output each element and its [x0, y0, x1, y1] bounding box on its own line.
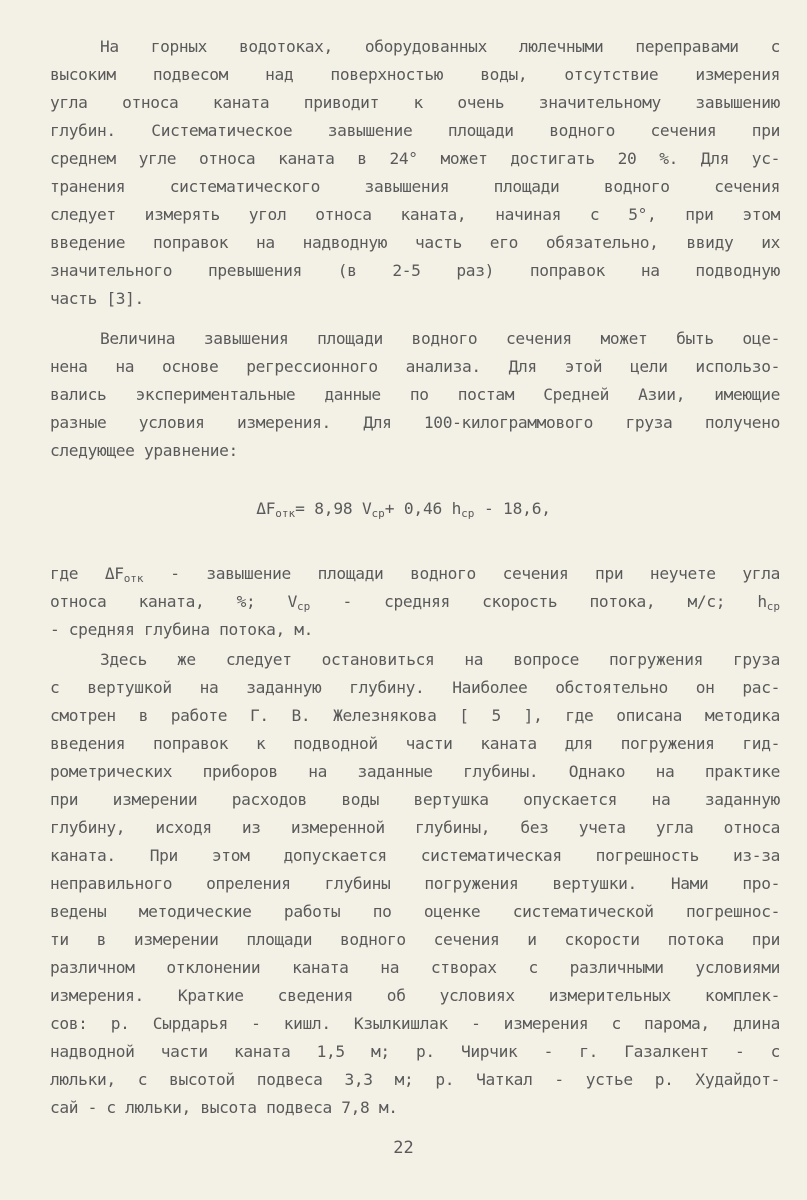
legend-text: относа каната, %; V — [50, 592, 298, 611]
text-line: смотрен в работе Г. В. Железнякова [ 5 ], где описана методика — [50, 706, 780, 725]
text-line — [50, 560, 780, 588]
formula-term-v: = 8,98 V — [295, 499, 372, 518]
formula-h-subscript: ср — [461, 507, 475, 520]
text-line: часть [3]. — [50, 289, 144, 308]
legend-subscript: ср — [766, 600, 780, 613]
text-line: различном отклонении каната на створах с различными условиями — [50, 958, 780, 977]
paragraph-3 — [50, 646, 780, 1122]
text-line: надводной части каната 1,5 м; р. Чирчик - г. Газалкент - с — [50, 1042, 780, 1061]
text-line: высоким подвесом над поверхностью воды, отсутствие измерения — [50, 65, 780, 84]
formula-legend — [50, 560, 780, 644]
text-line: при измерении расходов воды вертушка опускается на заданную — [50, 790, 780, 809]
formula-term-h: + 0,46 h — [384, 499, 462, 518]
text-line: угла относа каната приводит к очень значительному завышению — [50, 93, 780, 112]
text-line: с вертушкой на заданную глубину. Наиболее обстоятельно он рас- — [50, 678, 780, 697]
formula-lhs: ΔF — [256, 499, 276, 518]
text-line: Величина завышения площади водного сечения может быть оце- — [100, 329, 780, 348]
text-line: неправильного опреления глубины погружения вертушки. Нами про- — [50, 874, 780, 893]
legend-subscript: ср — [297, 600, 311, 613]
text-line: введение поправок на надводную часть его обязательно, ввиду их — [50, 233, 780, 252]
text-line: значительного превышения (в 2-5 раз) поправок на подводную — [50, 261, 780, 280]
text-line: сай - с люльки, высота подвеса 7,8 м. — [50, 1098, 398, 1117]
text-line: транения систематического завышения площади водного сечения — [50, 177, 780, 196]
regression-equation — [0, 499, 807, 520]
formula-v-subscript: ср — [371, 507, 385, 520]
legend-subscript: отк — [123, 572, 144, 585]
text-line: следующее уравнение: — [50, 441, 238, 460]
text-line: нена на основе регрессионного анализа. Для этой цели использо- — [50, 357, 780, 376]
text-line: рометрических приборов на заданные глубины. Однако на практике — [50, 762, 780, 781]
text-line: глубину, исходя из измеренной глубины, без учета угла относа — [50, 818, 780, 837]
paragraph-2 — [50, 325, 780, 465]
legend-text: - средняя скорость потока, м/с; h — [310, 592, 767, 611]
text-line: сов: р. Сырдарья - кишл. Кзылкишлак - измерения с парома, длина — [50, 1014, 780, 1033]
text-line: ти в измерении площади водного сечения и скорости потока при — [50, 930, 780, 949]
text-line: люльки, с высотой подвеса 3,3 м; р. Чаткал - устье р. Худайдот- — [50, 1070, 780, 1089]
text-line: измерения. Краткие сведения об условиях измерительных комплек- — [50, 986, 780, 1005]
paragraph-1 — [50, 33, 780, 313]
text-line: введения поправок к подводной части каната для погружения гид- — [50, 734, 780, 753]
text-line: разные условия измерения. Для 100-килограммового груза получено — [50, 413, 780, 432]
text-line: среднем угле относа каната в 24° может достигать 20 %. Для ус- — [50, 149, 780, 168]
legend-text: где ΔF — [50, 564, 124, 583]
text-line: - средняя глубина потока, м. — [50, 620, 314, 639]
text-line — [50, 588, 780, 616]
text-line: На горных водотоках, оборудованных люлечными переправами с — [100, 37, 780, 56]
text-line: следует измерять угол относа каната, начиная с 5°, при этом — [50, 205, 780, 224]
formula-lhs-subscript: отк — [275, 507, 296, 520]
page-number: 22 — [393, 1138, 414, 1158]
formula-constant: - 18,6, — [474, 499, 551, 518]
text-line: ведены методические работы по оценке систематической погрешнос- — [50, 902, 780, 921]
text-line: вались экспериментальные данные по постам Средней Азии, имеющие — [50, 385, 780, 404]
legend-text: - завышение площади водного сечения при неучете угла — [143, 564, 780, 583]
text-line: каната. При этом допускается систематическая погрешность из-за — [50, 846, 780, 865]
text-line: Здесь же следует остановиться на вопросе погружения груза — [100, 650, 780, 669]
text-line: глубин. Систематическое завышение площади водного сечения при — [50, 121, 780, 140]
